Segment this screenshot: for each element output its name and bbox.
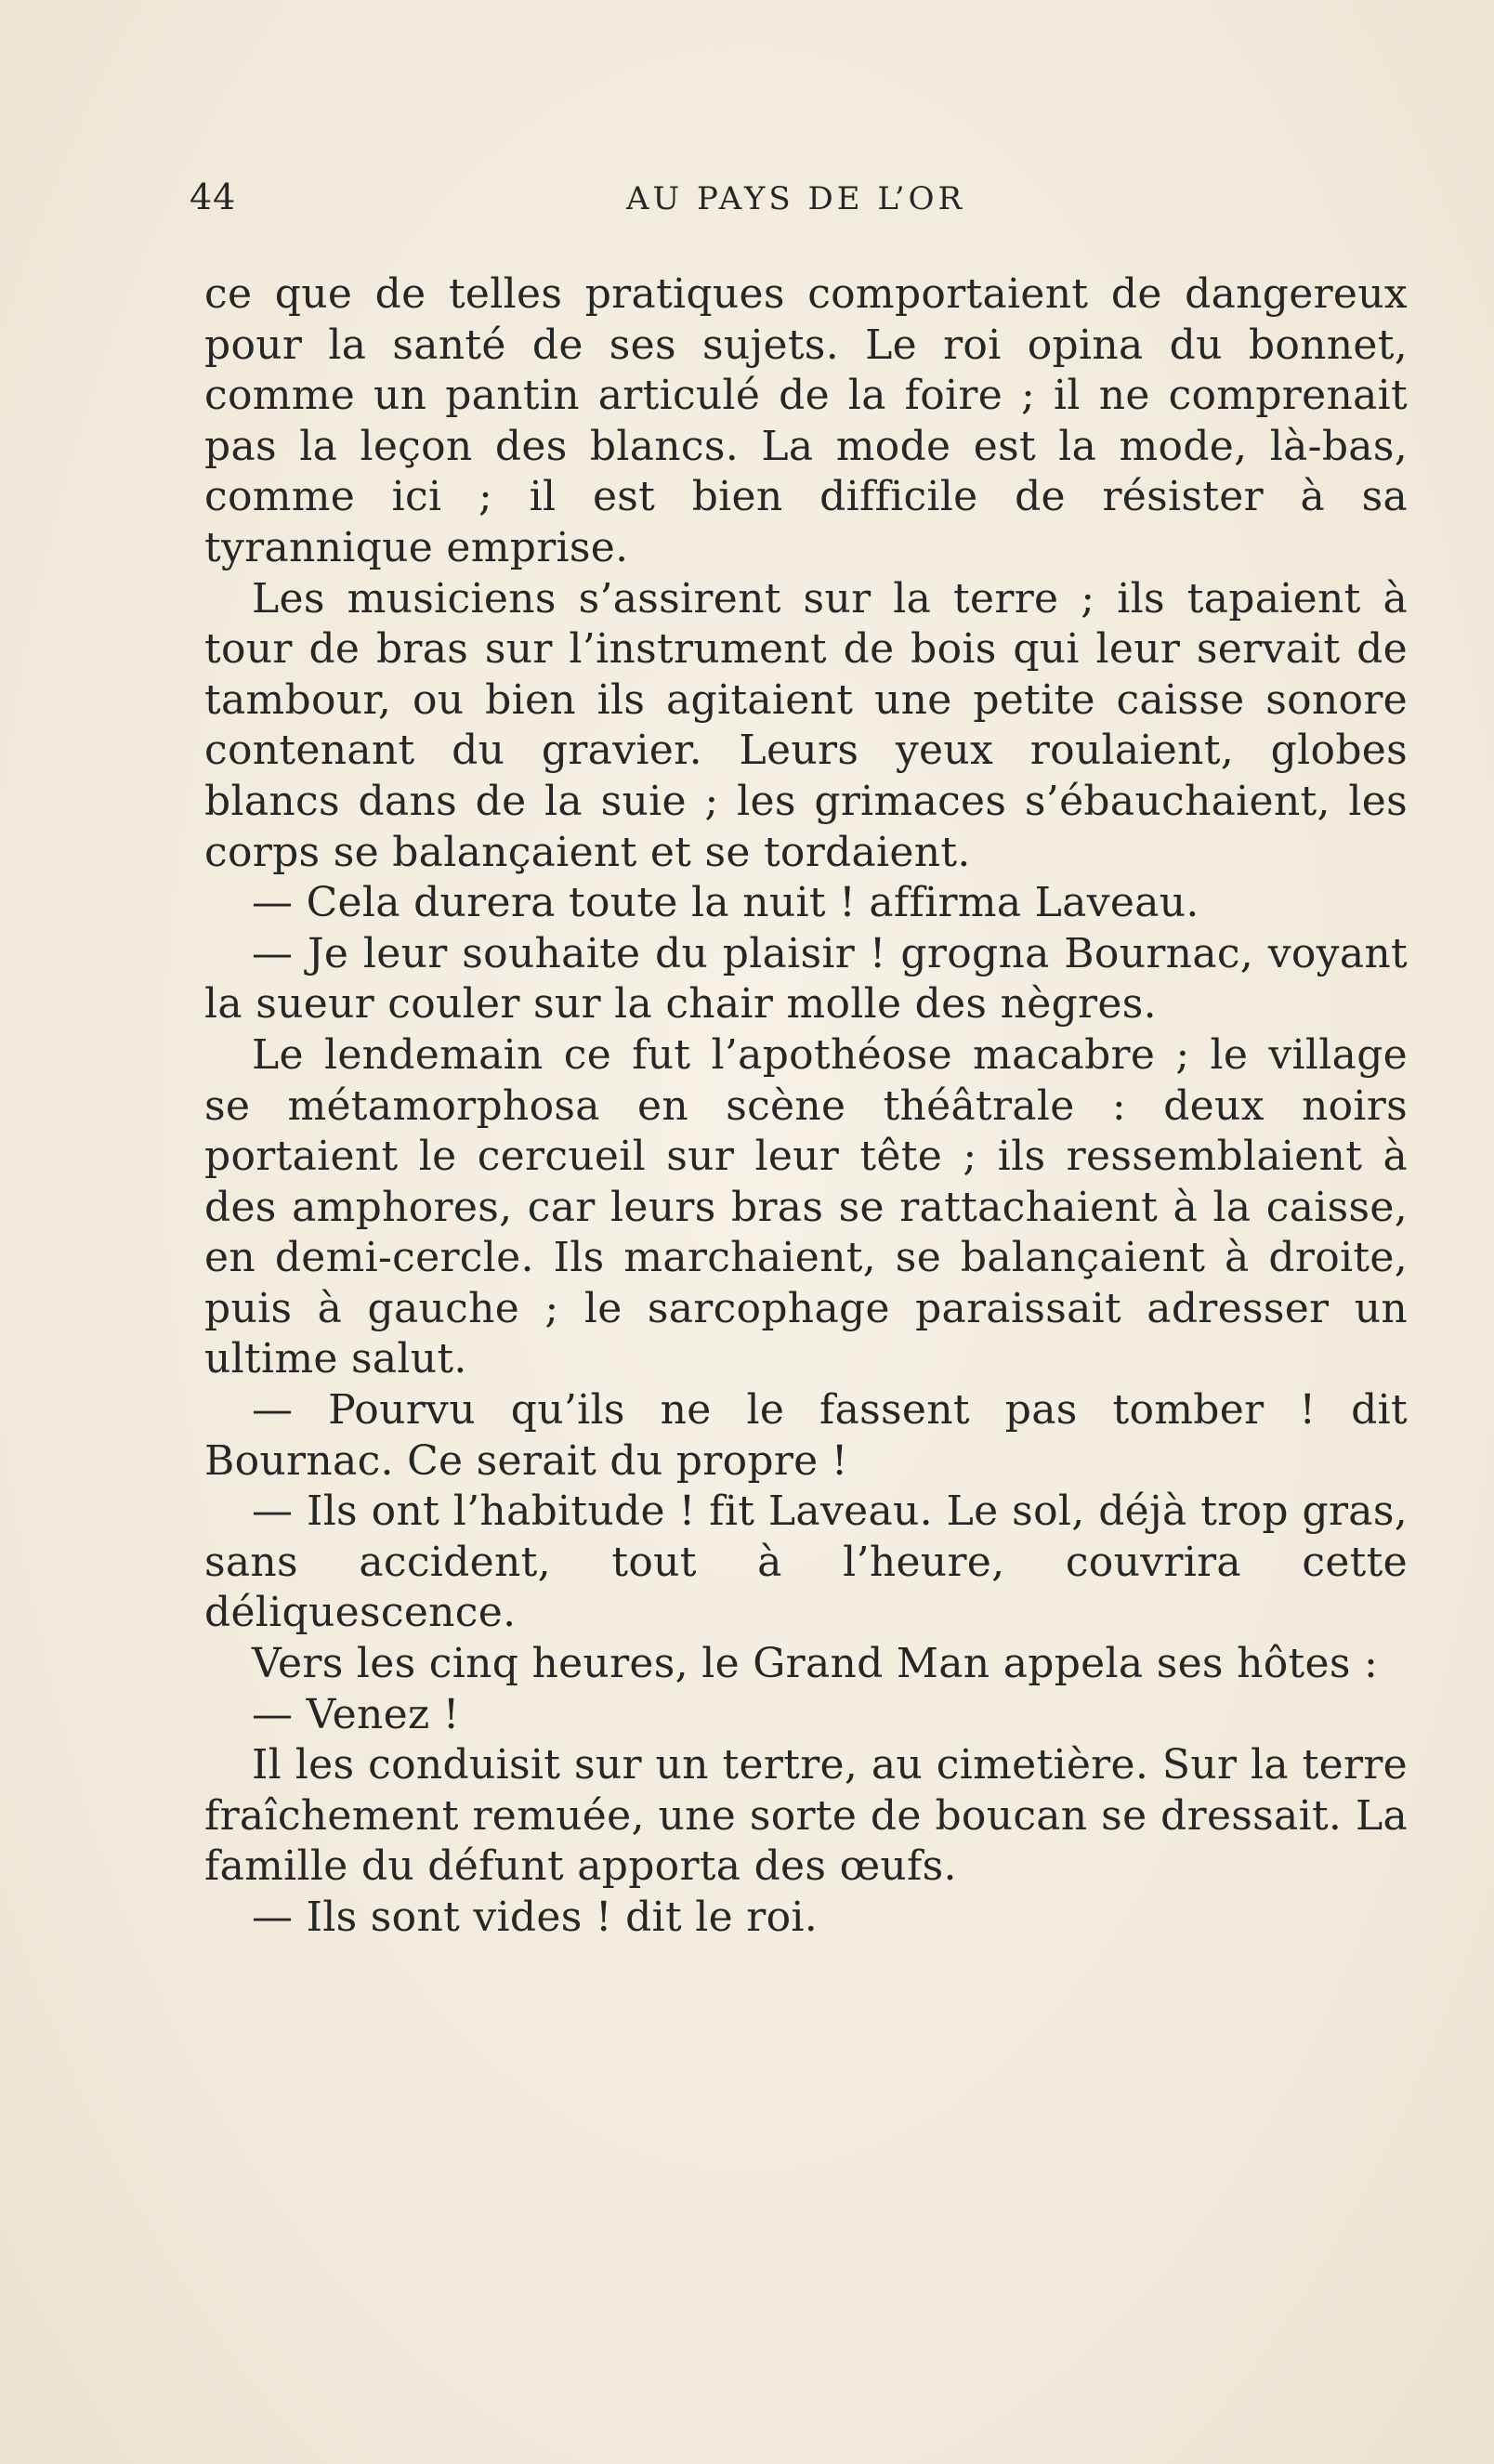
page-number: 44: [190, 177, 237, 217]
running-title: AU PAYS DE L’OR: [626, 180, 966, 217]
page-header: [190, 177, 1412, 232]
paragraph: Il les conduisit sur un tertre, au cimetière. Sur la terre fraîchement remuée, une sorte de boucan se dressait. La famille du défunt apporta des œufs.: [204, 1741, 1408, 1891]
dialogue-line: — Ils ont l’habitude ! fit Laveau. Le sol, déjà trop gras, sans accident, tout à l’heure, couvrira cette déliquescence.: [204, 1488, 1408, 1637]
body-text: [204, 269, 1408, 1944]
dialogue-line: — Pourvu qu’ils ne le fassent pas tomber ! dit Bournac. Ce serait du propre !: [204, 1386, 1408, 1485]
dialogue-line: — Je leur souhaite du plaisir ! grogna Bournac, voyant la sueur couler sur la chair molle des nègres.: [204, 929, 1408, 1029]
paragraph: ce que de telles pratiques comportaient de dangereux pour la santé de ses sujets. Le roi opina du bonnet, comme un pantin articulé de la foire ; il ne comprenait pas la leçon des blancs. La mode est la mode, là-bas, comme ici ; il est bien difficile de résister à sa tyrannique emprise.: [204, 270, 1408, 571]
paragraph: Le lendemain ce fut l’apothéose macabre ; le village se métamorphosa en scène théâtrale : deux noirs portaient le cercueil sur leur tête ; ils ressemblaient à des amphores, car leurs bras se rattachaient à la caisse, en demi-cercle. Ils marchaient, se balançaient à droite, puis à gauche ; le sarcophage paraissait adresser un ultime salut.: [204, 1030, 1408, 1383]
paragraph: Vers les cinq heures, le Grand Man appela ses hôtes :: [252, 1640, 1379, 1688]
paragraph: Les musiciens s’assirent sur la terre ; ils tapaient à tour de bras sur l’instrument de bois qui leur servait de tambour, ou bien ils agitaient une petite caisse sonore contenant du gravier. Leurs yeux roulaient, globes blancs dans de la suie ; les grimaces s’ébauchaient, les corps se balançaient et se tordaient.: [204, 574, 1408, 876]
dialogue-line: — Venez !: [252, 1690, 460, 1738]
dialogue-line: — Cela durera toute la nuit ! affirma Laveau.: [252, 879, 1199, 927]
dialogue-line: — Ils sont vides ! dit le roi.: [252, 1894, 819, 1941]
